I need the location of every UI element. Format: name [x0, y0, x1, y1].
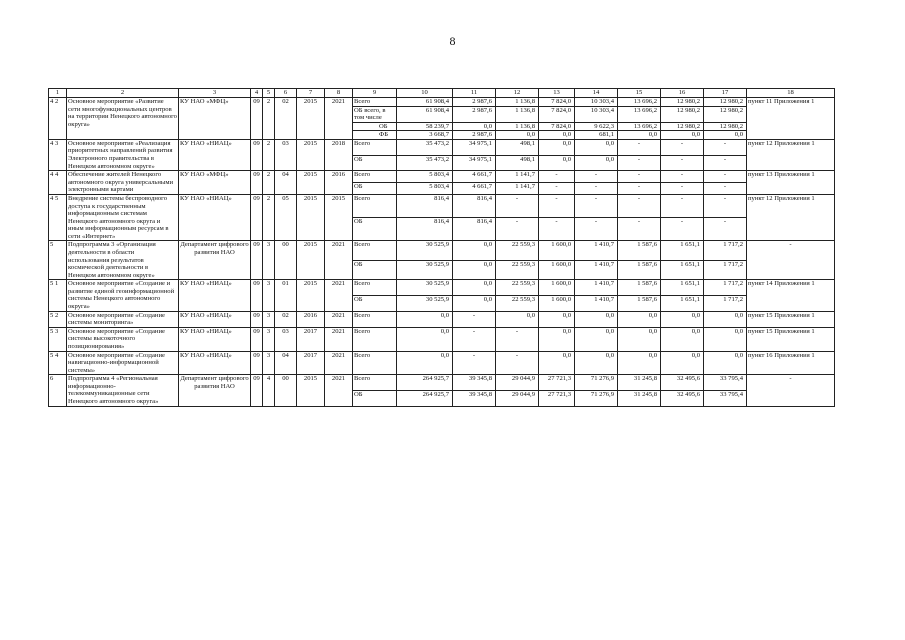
- amount-col-10: 30 525,9: [397, 241, 453, 260]
- amount-col-15: 1 587,6: [618, 280, 661, 296]
- amount-col-11: -: [453, 311, 496, 327]
- activity-name: Обеспечение жителей Ненецкого автономного округа универсальными электронными картами: [67, 171, 179, 195]
- amount-col-17: 33 795,4: [704, 375, 747, 391]
- code-subprogram: 3: [263, 241, 275, 280]
- amount-col-16: 32 495,6: [661, 390, 704, 406]
- amount-col-11: 0,0: [453, 241, 496, 260]
- header-cell-17: 17: [704, 89, 747, 98]
- code-subprogram: 3: [263, 327, 275, 351]
- amount-col-17: 0,0: [704, 327, 747, 351]
- amount-col-10: 30 525,9: [397, 295, 453, 311]
- amount-col-12: 498,1: [496, 155, 539, 171]
- header-cell-11: 11: [453, 89, 496, 98]
- amount-col-15: 0,0: [618, 327, 661, 351]
- amount-col-16: -: [661, 171, 704, 183]
- funding-source: ОБ: [353, 122, 397, 131]
- amount-col-11: 0,0: [453, 122, 496, 131]
- table-row: [49, 241, 835, 260]
- amount-col-11: 2 987,6: [453, 131, 496, 140]
- amount-col-11: 816,4: [453, 194, 496, 217]
- code-activity: 02: [275, 98, 297, 140]
- header-cell-4: 4: [251, 89, 263, 98]
- amount-col-10: 264 925,7: [397, 390, 453, 406]
- amount-col-13: -: [539, 183, 575, 195]
- amount-col-10: 0,0: [397, 351, 453, 375]
- code-activity: 05: [275, 194, 297, 240]
- table-row: [49, 311, 835, 327]
- row-number: 5 3: [49, 327, 67, 351]
- funding-source: Всего: [353, 241, 397, 260]
- amount-col-12: 22 559,3: [496, 280, 539, 296]
- activity-name: Внедрение системы беспроводного доступа к государственным информационным системам Ненецкого автономного округа и иным информационным ресурсам в сети «Интернет»: [67, 194, 179, 240]
- amount-col-17: 1 717,2: [704, 241, 747, 260]
- amount-col-10: 264 925,7: [397, 375, 453, 391]
- amount-col-14: 71 276,9: [575, 390, 618, 406]
- amount-col-17: -: [704, 194, 747, 217]
- amount-col-12: 22 559,3: [496, 295, 539, 311]
- amount-col-16: 1 651,1: [661, 295, 704, 311]
- start-year: 2015: [297, 241, 325, 280]
- amount-col-12: 1 136,8: [496, 98, 539, 107]
- amount-col-14: 1 410,7: [575, 280, 618, 296]
- amount-col-12: 29 044,9: [496, 390, 539, 406]
- funding-source: Всего: [353, 194, 397, 217]
- amount-col-11: 2 987,6: [453, 98, 496, 107]
- amount-col-17: 12 980,2: [704, 122, 747, 131]
- amount-col-11: 4 661,7: [453, 183, 496, 195]
- amount-col-14: 1 410,7: [575, 295, 618, 311]
- amount-col-14: 681,1: [575, 131, 618, 140]
- amount-col-17: 1 717,2: [704, 260, 747, 279]
- amount-col-16: -: [661, 155, 704, 171]
- indicator-reference: -: [747, 375, 835, 406]
- amount-col-16: -: [661, 194, 704, 217]
- header-cell-16: 16: [661, 89, 704, 98]
- amount-col-12: -: [496, 327, 539, 351]
- end-year: 2021: [325, 375, 353, 406]
- end-year: 2016: [325, 171, 353, 195]
- amount-col-12: 498,1: [496, 139, 539, 155]
- amount-col-11: -: [453, 327, 496, 351]
- amount-col-14: 71 276,9: [575, 375, 618, 391]
- responsible-executor: Департамент цифрового развития НАО: [179, 375, 251, 406]
- amount-col-17: -: [704, 155, 747, 171]
- funding-source: Всего: [353, 280, 397, 296]
- row-number: 5 2: [49, 311, 67, 327]
- code-program: 09: [251, 311, 263, 327]
- amount-col-12: -: [496, 351, 539, 375]
- code-subprogram: 4: [263, 375, 275, 406]
- amount-col-16: 0,0: [661, 131, 704, 140]
- funding-source: Всего: [353, 139, 397, 155]
- amount-col-17: 0,0: [704, 131, 747, 140]
- table-row: [49, 351, 835, 375]
- funding-source: ОБ всего, в том числе: [353, 106, 397, 122]
- amount-col-15: -: [618, 171, 661, 183]
- funding-source: Всего: [353, 351, 397, 375]
- amount-col-10: 3 668,7: [397, 131, 453, 140]
- amount-col-12: 22 559,3: [496, 260, 539, 279]
- amount-col-11: 0,0: [453, 260, 496, 279]
- row-number: 4 3: [49, 139, 67, 170]
- responsible-executor: КУ НАО «НИАЦ»: [179, 280, 251, 311]
- start-year: 2016: [297, 311, 325, 327]
- header-cell-8: 8: [325, 89, 353, 98]
- end-year: 2021: [325, 280, 353, 311]
- funding-source: ОБ: [353, 218, 397, 241]
- code-subprogram: 3: [263, 351, 275, 375]
- header-cell-2: 2: [67, 89, 179, 98]
- header-cell-1: 1: [49, 89, 67, 98]
- amount-col-15: 0,0: [618, 351, 661, 375]
- amount-col-15: 1 587,6: [618, 260, 661, 279]
- amount-col-12: 22 559,3: [496, 241, 539, 260]
- amount-col-15: 13 696,2: [618, 106, 661, 122]
- code-program: 09: [251, 280, 263, 311]
- start-year: 2017: [297, 327, 325, 351]
- amount-col-14: -: [575, 171, 618, 183]
- amount-col-13: -: [539, 218, 575, 241]
- amount-col-13: 0,0: [539, 351, 575, 375]
- amount-col-15: 1 587,6: [618, 295, 661, 311]
- amount-col-10: 5 803,4: [397, 171, 453, 183]
- amount-col-16: 1 651,1: [661, 260, 704, 279]
- amount-col-11: -: [453, 351, 496, 375]
- code-program: 09: [251, 98, 263, 140]
- amount-col-14: 0,0: [575, 311, 618, 327]
- amount-col-11: 2 987,6: [453, 106, 496, 122]
- amount-col-10: 30 525,9: [397, 280, 453, 296]
- amount-col-16: 1 651,1: [661, 280, 704, 296]
- amount-col-14: 0,0: [575, 351, 618, 375]
- amount-col-13: -: [539, 194, 575, 217]
- amount-col-13: 1 600,0: [539, 280, 575, 296]
- header-cell-7: 7: [297, 89, 325, 98]
- row-number: 4 2: [49, 98, 67, 140]
- amount-col-16: -: [661, 183, 704, 195]
- responsible-executor: КУ НАО «НИАЦ»: [179, 139, 251, 170]
- funding-source: ОБ: [353, 260, 397, 279]
- amount-col-14: 9 622,3: [575, 122, 618, 131]
- amount-col-10: 816,4: [397, 194, 453, 217]
- header-cell-9: 9: [353, 89, 397, 98]
- amount-col-10: 0,0: [397, 327, 453, 351]
- activity-name: Основное мероприятие «Создание системы мониторинга»: [67, 311, 179, 327]
- amount-col-13: 27 721,3: [539, 390, 575, 406]
- amount-col-11: 39 345,8: [453, 375, 496, 391]
- amount-col-12: 0,0: [496, 131, 539, 140]
- amount-col-15: -: [618, 183, 661, 195]
- amount-col-16: 32 495,6: [661, 375, 704, 391]
- activity-name: Основное мероприятие «Создание системы высокоточного позиционирования»: [67, 327, 179, 351]
- amount-col-13: 0,0: [539, 311, 575, 327]
- amount-col-17: 12 980,2: [704, 106, 747, 122]
- responsible-executor: КУ НАО «НИАЦ»: [179, 311, 251, 327]
- amount-col-12: -: [496, 194, 539, 217]
- amount-col-15: 13 696,2: [618, 98, 661, 107]
- funding-source: Всего: [353, 327, 397, 351]
- amount-col-15: -: [618, 218, 661, 241]
- indicator-reference: пункт 16 Приложения 1: [747, 351, 835, 375]
- activity-name: Основное мероприятие «Реализация приоритетных направлений развития Электронного правительства в Ненецком автономном округе»: [67, 139, 179, 170]
- amount-col-16: 1 651,1: [661, 241, 704, 260]
- funding-source: ФБ: [353, 131, 397, 140]
- amount-col-14: 0,0: [575, 327, 618, 351]
- table-row: [49, 280, 835, 296]
- end-year: 2021: [325, 351, 353, 375]
- code-activity: 00: [275, 241, 297, 280]
- code-activity: 03: [275, 139, 297, 170]
- indicator-reference: пункт 13 Приложения 1: [747, 171, 835, 195]
- amount-col-15: 13 696,2: [618, 122, 661, 131]
- code-activity: 04: [275, 171, 297, 195]
- code-activity: 02: [275, 311, 297, 327]
- indicator-reference: пункт 11 Приложения 1: [747, 98, 835, 140]
- amount-col-17: -: [704, 218, 747, 241]
- end-year: 2021: [325, 241, 353, 280]
- activity-name: Основное мероприятие «Создание и развитие единой геоинформационной системы Ненецкого автономного округа»: [67, 280, 179, 311]
- amount-col-15: -: [618, 194, 661, 217]
- amount-col-14: -: [575, 218, 618, 241]
- amount-col-13: 7 824,0: [539, 98, 575, 107]
- amount-col-14: -: [575, 194, 618, 217]
- funding-source: ОБ: [353, 295, 397, 311]
- amount-col-15: -: [618, 155, 661, 171]
- activity-name: Основное мероприятие «Развитие сети многофункциональных центров на территории Ненецкого автономного округа»: [67, 98, 179, 140]
- code-program: 09: [251, 375, 263, 406]
- amount-col-11: 34 975,1: [453, 139, 496, 155]
- indicator-reference: пункт 12 Приложения 1: [747, 139, 835, 170]
- amount-col-10: 61 908,4: [397, 98, 453, 107]
- start-year: 2015: [297, 98, 325, 140]
- header-cell-12: 12: [496, 89, 539, 98]
- header-cell-5: 5: [263, 89, 275, 98]
- amount-col-11: 34 975,1: [453, 155, 496, 171]
- amount-col-12: 1 141,7: [496, 183, 539, 195]
- amount-col-16: 0,0: [661, 311, 704, 327]
- amount-col-11: 39 345,8: [453, 390, 496, 406]
- row-number: 5: [49, 241, 67, 280]
- amount-col-11: 0,0: [453, 295, 496, 311]
- row-number: 5 4: [49, 351, 67, 375]
- amount-col-15: -: [618, 139, 661, 155]
- amount-col-12: 1 141,7: [496, 171, 539, 183]
- responsible-executor: КУ НАО «НИАЦ»: [179, 327, 251, 351]
- start-year: 2015: [297, 171, 325, 195]
- table-row: [49, 98, 835, 107]
- code-subprogram: 2: [263, 139, 275, 170]
- amount-col-16: 0,0: [661, 351, 704, 375]
- code-activity: 03: [275, 327, 297, 351]
- table-row: [49, 194, 835, 217]
- page-number: 8: [449, 34, 456, 48]
- header-cell-14: 14: [575, 89, 618, 98]
- amount-col-10: 30 525,9: [397, 260, 453, 279]
- responsible-executor: Департамент цифрового развития НАО: [179, 241, 251, 280]
- start-year: 2015: [297, 375, 325, 406]
- amount-col-13: 1 600,0: [539, 241, 575, 260]
- end-year: 2021: [325, 327, 353, 351]
- code-program: 09: [251, 327, 263, 351]
- amount-col-14: 10 303,4: [575, 98, 618, 107]
- code-subprogram: 3: [263, 311, 275, 327]
- amount-col-13: 0,0: [539, 131, 575, 140]
- amount-col-10: 5 803,4: [397, 183, 453, 195]
- amount-col-13: 0,0: [539, 327, 575, 351]
- amount-col-15: 31 245,8: [618, 375, 661, 391]
- end-year: 2021: [325, 98, 353, 140]
- amount-col-17: 33 795,4: [704, 390, 747, 406]
- code-activity: 04: [275, 351, 297, 375]
- header-cell-3: 3: [179, 89, 251, 98]
- indicator-reference: пункт 12 Приложения 1: [747, 194, 835, 240]
- amount-col-14: 10 303,4: [575, 106, 618, 122]
- responsible-executor: КУ НАО «НИАЦ»: [179, 351, 251, 375]
- amount-col-14: 1 410,7: [575, 260, 618, 279]
- amount-col-17: 12 980,2: [704, 98, 747, 107]
- amount-col-10: 35 473,2: [397, 139, 453, 155]
- funding-source: ОБ: [353, 155, 397, 171]
- table-row: [49, 375, 835, 391]
- amount-col-17: -: [704, 183, 747, 195]
- end-year: 2018: [325, 139, 353, 170]
- responsible-executor: КУ НАО «НИАЦ»: [179, 194, 251, 240]
- amount-col-16: 12 980,2: [661, 98, 704, 107]
- header-row: [49, 89, 835, 98]
- amount-col-16: 0,0: [661, 327, 704, 351]
- amount-col-12: -: [496, 218, 539, 241]
- amount-col-16: 12 980,2: [661, 122, 704, 131]
- amount-col-15: 31 245,8: [618, 390, 661, 406]
- amount-col-15: 0,0: [618, 311, 661, 327]
- table-row: [49, 327, 835, 351]
- row-number: 5 1: [49, 280, 67, 311]
- start-year: 2017: [297, 351, 325, 375]
- row-number: 6: [49, 375, 67, 406]
- code-subprogram: 2: [263, 194, 275, 240]
- code-program: 09: [251, 241, 263, 280]
- amount-col-12: 1 136,8: [496, 122, 539, 131]
- amount-col-17: -: [704, 171, 747, 183]
- amount-col-17: 1 717,2: [704, 295, 747, 311]
- code-program: 09: [251, 351, 263, 375]
- amount-col-14: 0,0: [575, 155, 618, 171]
- activity-name: Подпрограмма 4 «Региональная информационно-телекоммуникационные сети Ненецкого автономного округа»: [67, 375, 179, 406]
- header-cell-13: 13: [539, 89, 575, 98]
- table-row: [49, 171, 835, 183]
- amount-col-10: 58 239,7: [397, 122, 453, 131]
- amount-col-15: 1 587,6: [618, 241, 661, 260]
- row-number: 4 5: [49, 194, 67, 240]
- funding-source: ОБ: [353, 390, 397, 406]
- funding-source: Всего: [353, 171, 397, 183]
- amount-col-13: 27 721,3: [539, 375, 575, 391]
- code-activity: 00: [275, 375, 297, 406]
- amount-col-14: 0,0: [575, 139, 618, 155]
- code-subprogram: 2: [263, 98, 275, 140]
- activity-name: Основное мероприятие «Создание навигационно-информационной системы»: [67, 351, 179, 375]
- funding-source: ОБ: [353, 183, 397, 195]
- code-program: 09: [251, 171, 263, 195]
- amount-col-11: 4 661,7: [453, 171, 496, 183]
- row-number: 4 4: [49, 171, 67, 195]
- amount-col-12: 1 136,8: [496, 106, 539, 122]
- indicator-reference: пункт 15 Приложения 1: [747, 311, 835, 327]
- header-cell-10: 10: [397, 89, 453, 98]
- amount-col-17: -: [704, 139, 747, 155]
- start-year: 2015: [297, 280, 325, 311]
- amount-col-12: 29 044,9: [496, 375, 539, 391]
- responsible-executor: КУ НАО «МФЦ»: [179, 98, 251, 140]
- funding-source: Всего: [353, 375, 397, 391]
- amount-col-17: 0,0: [704, 351, 747, 375]
- end-year: 2021: [325, 311, 353, 327]
- indicator-reference: пункт 15 Приложения 1: [747, 327, 835, 351]
- amount-col-17: 0,0: [704, 311, 747, 327]
- funding-source: Всего: [353, 98, 397, 107]
- code-program: 09: [251, 139, 263, 170]
- amount-col-10: 816,4: [397, 218, 453, 241]
- amount-col-13: 1 600,0: [539, 295, 575, 311]
- amount-col-16: -: [661, 218, 704, 241]
- code-subprogram: 2: [263, 171, 275, 195]
- amount-col-14: 1 410,7: [575, 241, 618, 260]
- program-finance-table: [48, 88, 835, 407]
- amount-col-13: 7 824,0: [539, 122, 575, 131]
- start-year: 2015: [297, 194, 325, 240]
- code-activity: 01: [275, 280, 297, 311]
- indicator-reference: -: [747, 241, 835, 280]
- funding-source: Всего: [353, 311, 397, 327]
- amount-col-13: -: [539, 171, 575, 183]
- indicator-reference: пункт 14 Приложения 1: [747, 280, 835, 311]
- amount-col-13: 0,0: [539, 139, 575, 155]
- amount-col-16: 12 980,2: [661, 106, 704, 122]
- activity-name: Подпрограмма 3 «Организация деятельности в области использования результатов космической деятельности в Ненецком автономном округе»: [67, 241, 179, 280]
- code-subprogram: 3: [263, 280, 275, 311]
- amount-col-14: -: [575, 183, 618, 195]
- header-cell-15: 15: [618, 89, 661, 98]
- amount-col-11: 0,0: [453, 280, 496, 296]
- amount-col-11: 816,4: [453, 218, 496, 241]
- amount-col-12: 0,0: [496, 311, 539, 327]
- amount-col-13: 7 824,0: [539, 106, 575, 122]
- start-year: 2015: [297, 139, 325, 170]
- header-cell-18: 18: [747, 89, 835, 98]
- amount-col-13: 0,0: [539, 155, 575, 171]
- amount-col-17: 1 717,2: [704, 280, 747, 296]
- code-program: 09: [251, 194, 263, 240]
- amount-col-15: 0,0: [618, 131, 661, 140]
- amount-col-16: -: [661, 139, 704, 155]
- amount-col-10: 61 908,4: [397, 106, 453, 122]
- header-cell-6: 6: [275, 89, 297, 98]
- amount-col-10: 35 473,2: [397, 155, 453, 171]
- amount-col-10: 0,0: [397, 311, 453, 327]
- responsible-executor: КУ НАО «МФЦ»: [179, 171, 251, 195]
- table-row: [49, 139, 835, 155]
- amount-col-13: 1 600,0: [539, 260, 575, 279]
- end-year: 2015: [325, 194, 353, 240]
